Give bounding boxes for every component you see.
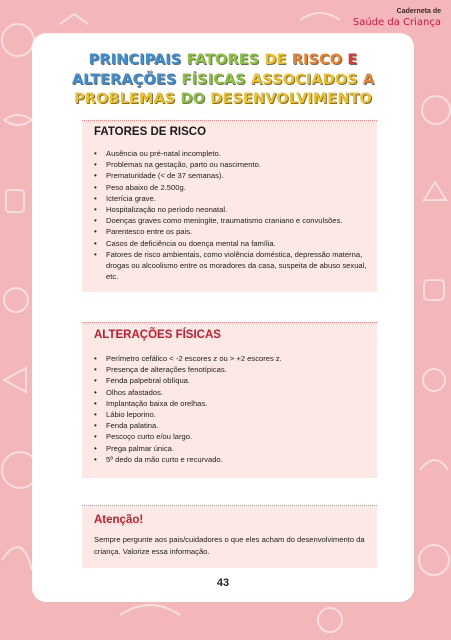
attention-text: Sempre pergunte aos pais/cuidadores o que eles acham do desenvolvimento da criança. Valorize essa informação. [94, 535, 365, 556]
risk-factors-box [82, 120, 377, 292]
page-title [32, 51, 414, 110]
title-word: ASSOCIADOS [250, 71, 363, 88]
physical-changes-box [82, 322, 377, 478]
list-item: • Parentesco entre os pais. [94, 226, 372, 237]
list-item: • Prematuridade (< de 37 semanas). [94, 170, 372, 181]
list-item: • Icterícia grave. [94, 193, 372, 204]
attention-box [82, 505, 377, 568]
title-word: ALTERAÇÕES [71, 71, 182, 88]
title-word: A [362, 71, 375, 88]
title-word: DESENVOLVIMENTO [210, 91, 372, 107]
title-line-1 [32, 51, 414, 71]
list-item: • Peso abaixo de 2.500g. [94, 182, 372, 193]
title-word: RISCO [291, 52, 348, 68]
risk-factors-list [94, 148, 372, 282]
list-item: • Pescoço curto e/ou largo. [94, 431, 372, 442]
title-line-2 [32, 71, 414, 91]
physical-changes-heading: ALTERAÇÕES FÍSICAS [94, 329, 221, 341]
title-word: DE [264, 52, 292, 68]
list-item: • Olhos afastados. [94, 387, 372, 398]
list-item: • Fenda palatina. [94, 420, 372, 431]
title-word: DO [180, 91, 211, 107]
list-item: • Presença de alterações fenotípicas. [94, 364, 372, 375]
title-word: PRINCIPAIS [88, 52, 187, 68]
list-item: • Casos de deficiência ou doença mental na família. [94, 238, 372, 249]
brand-header [353, 8, 441, 28]
title-word: PROBLEMAS [74, 91, 181, 107]
list-item: • Doenças graves como meningite, traumatismo craniano e convulsões. [94, 215, 372, 226]
physical-changes-list [94, 353, 372, 465]
title-line-3 [32, 90, 414, 110]
risk-factors-heading: FATORES DE RISCO [94, 126, 207, 138]
brand-title: Saúde da Criança [352, 17, 441, 28]
title-word: FÍSICAS [181, 71, 251, 88]
title-word: FATORES [186, 52, 265, 68]
list-item: • Lábio leporino. [94, 409, 372, 420]
list-item: • Fatores de risco ambientais, como violência doméstica, depressão materna, drogas ou alcoolismo entre os moradores da casa, suspeita de abuso sexual, etc. [94, 249, 372, 283]
list-item: • 5º dedo da mão curto e recurvado. [94, 454, 372, 465]
list-item: • Prega palmar única. [94, 443, 372, 454]
list-item: • Perímetro cefálico < -2 escores z ou > +2 escores z. [94, 353, 372, 364]
content-card [32, 33, 414, 602]
list-item: • Problemas na gestação, parto ou nascimento. [94, 159, 372, 170]
list-item: • Fenda palpebral oblíqua. [94, 375, 372, 386]
title-word: E [347, 52, 358, 68]
page-number: 43 [216, 577, 230, 589]
attention-heading: Atenção! [94, 514, 144, 526]
list-item: • Implantação baixa de orelhas. [94, 398, 372, 409]
list-item: • Ausência ou pré-natal incompleto. [94, 148, 372, 159]
list-item: • Hospitalização no período neonatal. [94, 204, 372, 215]
brand-subtitle: Caderneta de [396, 8, 441, 15]
